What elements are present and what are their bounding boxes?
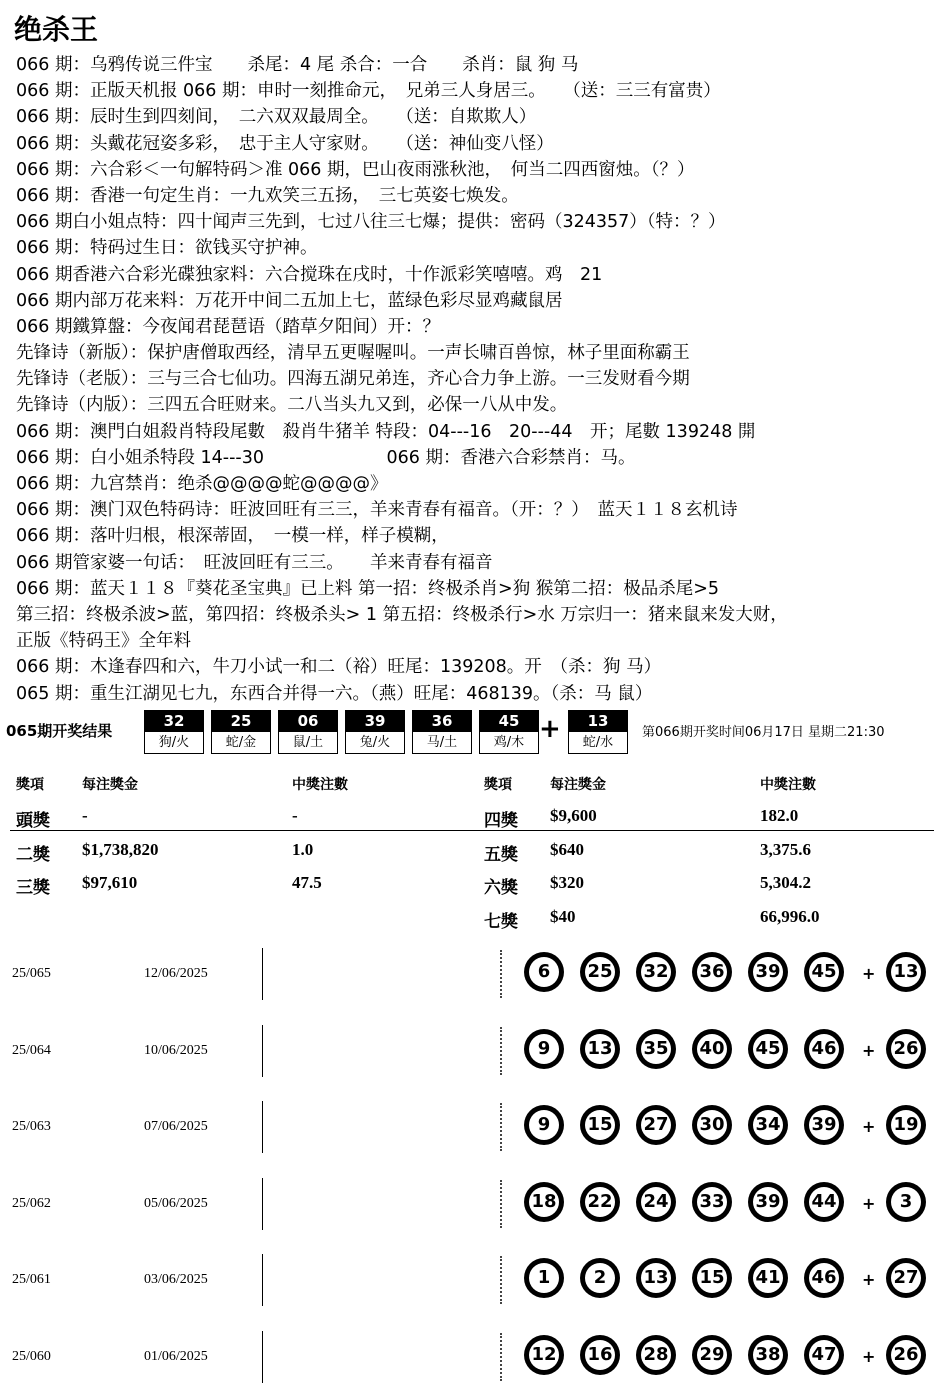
prediction-line: 066 期：蓝天１１８『葵花圣宝典』已上料 第一招：终极杀肖>狗 猴第二招：极品杀尾>5 — [16, 578, 720, 599]
history-date: 07/06/2025 — [144, 1119, 208, 1134]
prediction-line: 正版《特码王》全年料 — [16, 631, 191, 652]
history-ball — [748, 1335, 788, 1375]
draw-ball — [479, 710, 539, 754]
prize-amount: $640 — [550, 839, 584, 859]
draw-result-label: 065期开奖结果 — [6, 722, 113, 740]
history-ball — [804, 1029, 844, 1069]
draw-ball-number: 06 — [279, 711, 337, 732]
prize-name: 六獎 — [484, 878, 518, 897]
prediction-line: 066 期：特码过生日：欲钱买守护神。 — [16, 238, 318, 259]
history-ball — [804, 1105, 844, 1145]
history-plus-sign: + — [862, 1117, 876, 1136]
prediction-line: 066 期：落叶归根，根深蒂固， 一模一样，样子模糊， — [16, 526, 449, 547]
history-ball — [524, 1182, 564, 1222]
history-ball — [636, 1335, 676, 1375]
prize-count: 66,996.0 — [760, 906, 820, 926]
special-plus-sign: + — [539, 714, 561, 744]
history-ball — [636, 1029, 676, 1069]
history-plus-sign: + — [862, 1346, 876, 1366]
history-ball-number: 46 — [809, 1263, 839, 1293]
history-ball-number: 25 — [585, 957, 615, 987]
history-ball — [636, 1105, 676, 1145]
history-ball-number: 32 — [641, 957, 671, 987]
history-dotted-divider — [500, 1256, 504, 1304]
history-ball — [692, 952, 732, 992]
prediction-line: 先锋诗（老版）：三与三合七仙功。四海五湖兄弟连，齐心合力争上游。一三发财看今期 — [16, 369, 690, 390]
history-ball-number: 47 — [809, 1340, 839, 1370]
history-special-ball — [886, 1105, 926, 1145]
draw-ball-zodiac: 鸡/木 — [493, 735, 525, 750]
prediction-line: 066 期：辰时生到四刻间， 二六双双最周全。 （送：自欺欺人） — [16, 107, 537, 128]
prediction-line: 先锋诗（新版）：保护唐僧取西经，清早五更喔喔叫。一声长啸百兽惊，林子里面称霸王 — [16, 343, 690, 364]
history-ball-number: 27 — [641, 1110, 671, 1140]
draw-ball-zodiac: 兔/火 — [359, 735, 391, 750]
history-dotted-divider — [500, 1103, 504, 1151]
history-period: 25/061 — [12, 1272, 51, 1287]
draw-ball-zodiac: 鼠/土 — [292, 735, 324, 750]
history-ball — [748, 1105, 788, 1145]
draw-ball-number: 39 — [346, 711, 404, 732]
history-row — [0, 940, 937, 1016]
history-ball-number: 45 — [809, 957, 839, 987]
draw-ball-zodiac: 马/土 — [426, 735, 458, 750]
history-ball — [636, 952, 676, 992]
history-ball-number: 18 — [529, 1187, 559, 1217]
special-ball-zodiac: 蛇/水 — [582, 735, 614, 750]
special-ball — [568, 710, 628, 754]
prediction-line: 066 期管家婆一句话： 旺波回旺有三三。 羊来青春有福音 — [16, 552, 493, 573]
history-dotted-divider — [500, 1180, 504, 1228]
history-ball-number: 29 — [697, 1340, 727, 1370]
prize-count: 3,375.6 — [760, 839, 811, 859]
history-plus-sign: + — [862, 964, 876, 983]
history-ball-number: 40 — [697, 1034, 727, 1064]
header-count: 中獎注數 — [292, 778, 348, 793]
history-date: 05/06/2025 — [144, 1195, 208, 1211]
history-row — [0, 1323, 937, 1399]
history-ball-number: 41 — [753, 1263, 783, 1293]
draw-ball-zodiac: 狗/火 — [158, 735, 190, 750]
prediction-line: 066 期：正版天机报 066 期：申时一刻推命元， 兄弟三人身居三。 （送：三三有富贵） — [16, 81, 721, 102]
history-ball-number: 13 — [641, 1263, 671, 1293]
history-ball — [580, 1029, 620, 1069]
history-row — [0, 1093, 937, 1169]
history-separator — [262, 948, 263, 1000]
history-date: 12/06/2025 — [144, 966, 208, 981]
history-ball-number: 24 — [641, 1187, 671, 1217]
header-count-right: 中獎注數 — [760, 778, 816, 793]
draw-ball — [345, 710, 405, 754]
history-ball-number: 33 — [697, 1187, 727, 1217]
draw-ball-number: 25 — [212, 711, 270, 732]
prediction-line: 第三招：终极杀波>蓝，第四招：终极杀头> 1 第五招：终极杀行>水 万宗归一：猪来鼠来发大财， — [16, 604, 788, 625]
history-ball-number: 39 — [753, 1187, 783, 1217]
history-date: 01/06/2025 — [144, 1348, 208, 1364]
prediction-line: 066 期：乌鸦传说三件宝 杀尾：4 尾 杀合：一合 杀肖：鼠 狗 马 — [16, 55, 579, 75]
prize-count: 47.5 — [292, 873, 322, 892]
draw-history — [0, 940, 937, 1388]
prediction-lines — [16, 52, 931, 707]
header-amount: 每注獎金 — [82, 778, 138, 793]
prediction-line: 066 期：九宫禁肖：绝杀@@@@蛇@@@@》 — [16, 474, 388, 494]
history-ball — [580, 1335, 620, 1375]
history-ball-number: 2 — [585, 1263, 615, 1293]
next-draw-info: 第066期开奖时间06月17日 星期二21:30 — [642, 725, 885, 740]
history-ball-number: 30 — [697, 1110, 727, 1140]
history-separator — [262, 1178, 263, 1230]
history-ball — [804, 952, 844, 992]
history-dotted-divider — [500, 950, 504, 998]
history-ball — [580, 1105, 620, 1145]
prize-amount: $40 — [550, 906, 576, 926]
history-ball — [692, 1258, 732, 1298]
history-ball — [804, 1335, 844, 1375]
history-ball — [692, 1029, 732, 1069]
prize-name: 四獎 — [484, 811, 518, 830]
history-ball-number: 45 — [753, 1034, 783, 1064]
history-separator — [262, 1101, 263, 1153]
history-plus-sign: + — [862, 1270, 876, 1289]
prediction-line: 065 期：重生江湖见七九，东西合并得一六。（燕）旺尾：468139。（杀：马 鼠） — [16, 683, 653, 704]
prediction-line: 066 期：香港一句定生肖：一九欢笑三五扬， 三七英姿七焕发。 — [16, 185, 519, 206]
history-ball-number: 9 — [529, 1034, 559, 1064]
history-ball — [636, 1258, 676, 1298]
history-ball — [580, 1182, 620, 1222]
history-ball — [636, 1182, 676, 1222]
history-ball-number: 16 — [585, 1340, 615, 1370]
prediction-line: 066 期：白小姐杀特段 14---30 066 期：香港六合彩禁肖：马。 — [16, 447, 636, 468]
history-special-number: 27 — [891, 1263, 921, 1293]
history-special-number: 13 — [891, 957, 921, 987]
history-ball — [580, 1258, 620, 1298]
prize-count: 1.0 — [292, 839, 314, 859]
history-ball-number: 39 — [809, 1110, 839, 1140]
prediction-line: 066 期香港六合彩光碟独家料：六合搅珠在戌时，十作派彩笑嘻嘻。鸡 21 — [16, 264, 603, 285]
history-ball-number: 15 — [585, 1110, 615, 1140]
history-row — [0, 1246, 937, 1322]
history-ball — [524, 1029, 564, 1069]
prize-name: 二獎 — [16, 844, 50, 864]
history-dotted-divider — [500, 1333, 504, 1381]
draw-ball-number: 45 — [480, 711, 538, 732]
draw-ball-number: 32 — [145, 711, 203, 732]
draw-ball — [144, 710, 204, 754]
history-special-ball — [886, 1182, 926, 1222]
draw-ball-zodiac: 蛇/金 — [225, 735, 257, 750]
history-ball-number: 39 — [753, 957, 783, 987]
prediction-line: 066 期：澳门双色特码诗：旺波回旺有三三，羊来青春有福音。（开：？） 蓝天１１８玄机诗 — [16, 500, 738, 521]
history-special-ball — [886, 1258, 926, 1298]
prize-count: - — [292, 806, 298, 825]
history-date: 10/06/2025 — [144, 1042, 208, 1058]
prize-amount: - — [82, 806, 88, 825]
history-plus-sign: + — [862, 1193, 876, 1213]
prize-divider — [10, 830, 934, 831]
draw-result-bar — [6, 708, 934, 756]
prize-count: 5,304.2 — [760, 873, 811, 892]
history-period: 25/065 — [12, 966, 51, 981]
prize-count: 182.0 — [760, 806, 799, 825]
history-ball — [524, 1105, 564, 1145]
history-ball-number: 28 — [641, 1340, 671, 1370]
prediction-line: 066 期：木逢春四和六，牛刀小试一和二（裕）旺尾：139208。开 （杀：狗 马） — [16, 657, 662, 678]
draw-ball — [211, 710, 271, 754]
history-ball — [524, 1335, 564, 1375]
history-period: 25/063 — [12, 1119, 51, 1134]
history-dotted-divider — [500, 1027, 504, 1075]
prize-name: 五獎 — [484, 844, 518, 864]
history-ball — [748, 1258, 788, 1298]
prize-amount: $320 — [550, 873, 584, 892]
prediction-line: 066 期：澳門白姐殺肖特段尾數 殺肖牛猪羊 特段：04---16 20---44 开；尾數 139248 開 — [16, 421, 756, 442]
history-ball-number: 46 — [809, 1034, 839, 1064]
history-ball — [804, 1258, 844, 1298]
special-ball-number: 13 — [569, 711, 627, 732]
prize-name: 三獎 — [16, 878, 50, 897]
prediction-line: 066 期：六合彩＜一句解特码＞准 066 期，巴山夜雨涨秋池， 何当二四西窗烛。（？） — [16, 159, 695, 180]
history-special-ball — [886, 952, 926, 992]
history-special-number: 26 — [891, 1034, 921, 1064]
history-plus-sign: + — [862, 1040, 876, 1060]
history-ball — [748, 1182, 788, 1222]
prize-name: 七獎 — [484, 911, 518, 931]
history-ball — [692, 1105, 732, 1145]
history-ball-number: 35 — [641, 1034, 671, 1064]
history-separator — [262, 1331, 263, 1383]
history-ball-number: 36 — [697, 957, 727, 987]
history-period: 25/064 — [12, 1042, 51, 1058]
history-special-number: 19 — [891, 1110, 921, 1140]
history-ball — [524, 1258, 564, 1298]
prediction-line: 先锋诗（内版）：三四五合旺财来。二八当头九又到，必保一八从中发。 — [16, 395, 568, 416]
history-ball-number: 9 — [529, 1110, 559, 1140]
page-title: 绝杀王 — [14, 13, 99, 46]
history-ball — [748, 1029, 788, 1069]
prize-table — [0, 768, 937, 940]
prize-name: 頭獎 — [16, 811, 50, 830]
prediction-line: 066 期白小姐点特：四十闻声三先到，七过八往三七爆；提供：密码（324357）（特：？） — [16, 212, 726, 233]
history-special-ball — [886, 1335, 926, 1375]
history-ball-number: 34 — [753, 1110, 783, 1140]
history-period: 25/060 — [12, 1348, 51, 1364]
prize-amount: $1,738,820 — [82, 839, 159, 859]
prize-amount: $97,610 — [82, 873, 138, 892]
history-ball — [692, 1335, 732, 1375]
history-date: 03/06/2025 — [144, 1272, 208, 1287]
draw-ball — [278, 710, 338, 754]
history-ball — [692, 1182, 732, 1222]
history-ball-number: 12 — [529, 1340, 559, 1370]
history-period: 25/062 — [12, 1195, 51, 1211]
history-special-number: 3 — [891, 1187, 921, 1217]
history-ball — [524, 952, 564, 992]
prediction-line: 066 期鐵算盤：今夜闻君琵琶语（踏草夕阳间）开：？ — [16, 316, 440, 337]
history-separator — [262, 1254, 263, 1306]
draw-ball — [412, 710, 472, 754]
header-item-right: 獎項 — [484, 778, 512, 793]
prize-amount: $9,600 — [550, 806, 597, 825]
history-special-number: 26 — [891, 1340, 921, 1370]
history-special-ball — [886, 1029, 926, 1069]
history-separator — [262, 1025, 263, 1077]
history-ball — [804, 1182, 844, 1222]
history-ball — [748, 952, 788, 992]
header-amount-right: 每注獎金 — [550, 778, 606, 793]
history-ball-number: 22 — [585, 1187, 615, 1217]
history-ball — [580, 952, 620, 992]
draw-ball-number: 36 — [413, 711, 471, 732]
history-row — [0, 1017, 937, 1093]
history-ball-number: 13 — [585, 1034, 615, 1064]
history-ball-number: 38 — [753, 1340, 783, 1370]
history-ball-number: 1 — [529, 1263, 559, 1293]
history-row — [0, 1170, 937, 1246]
history-ball-number: 44 — [809, 1187, 839, 1217]
header-item: 獎項 — [16, 778, 44, 793]
prediction-line: 066 期：头戴花冠姿多彩， 忠于主人守家财。 （送：神仙变八怪） — [16, 133, 554, 154]
history-ball-number: 6 — [529, 957, 559, 987]
prediction-line: 066 期内部万花来料：万花开中间二五加上七，蓝绿色彩尽显鸡藏鼠居 — [16, 290, 563, 311]
history-ball-number: 15 — [697, 1263, 727, 1293]
